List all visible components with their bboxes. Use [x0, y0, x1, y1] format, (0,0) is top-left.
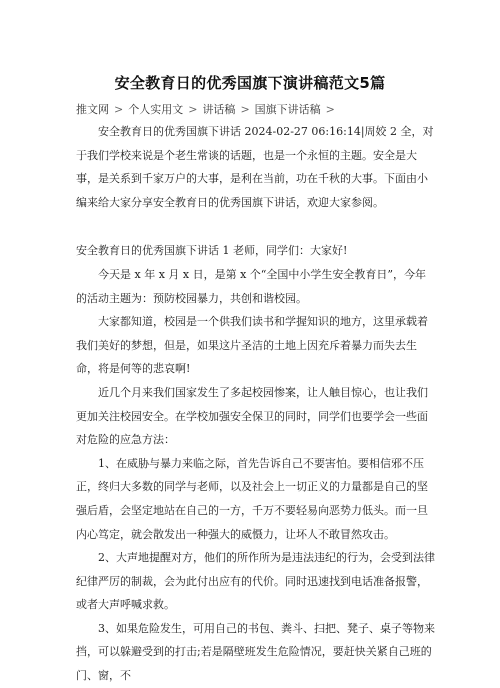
- breadcrumb-separator: >: [188, 103, 198, 116]
- breadcrumb-home-link[interactable]: 推文网: [76, 103, 109, 116]
- speech-heading: 安全教育日的优秀国旗下讲话 1 老师，同学们：大家好!: [76, 244, 348, 258]
- body-paragraph: 2、大声地提醒对方，他们的所作所为是违法违纪的行为，会受到法律纪律严厉的制裁，会为此付出应有的代价。同时迅速找到电话准备报警，或者大声呼喊求救。: [76, 551, 435, 612]
- article-title: 安全教育日的优秀国旗下演讲稿范文5篇: [114, 74, 386, 92]
- body-paragraph: 今天是 x 年 x 月 x 日，是第 x 个“全国中小学生安全教育日”，今年的活动主题为：预防校园暴力，共创和谐校园。: [76, 267, 427, 305]
- breadcrumb-subcategory-link[interactable]: 讲话稿: [202, 103, 236, 116]
- breadcrumb-section-link[interactable]: 国旗下讲话稿: [254, 103, 321, 116]
- breadcrumb-separator: >: [114, 103, 124, 116]
- body-paragraph: 1、在威胁与暴力来临之际，首先告诉自己不要害怕。要相信邪不压正，终归大多数的同学与老师，以及社会上一切正义的力量都是自己的坚强后盾，会坚定地站在自己的一方，千万不要轻易向恶势力低头。而一旦内心笃定，就会散发出一种强大的威慑力，让坏人不敢冒然攻击。: [76, 456, 428, 541]
- body-paragraph: 近几个月来我们国家发生了多起校园惨案，让人触目惊心，也让我们更加关注校园安全。在学校加强安全保卫的同时，同学们也要学会一些面对危险的应急方法：: [76, 385, 428, 447]
- breadcrumb-separator: >: [240, 103, 250, 116]
- body-paragraph: 大家都知道，校园是一个供我们读书和学握知识的地方，这里承载着我们美好的梦想，但是，如果这片圣洁的土地上因充斥着暴力而失去生命，将是何等的悲哀啊!: [76, 315, 428, 376]
- breadcrumb-category-link[interactable]: 个人实用文: [128, 103, 184, 116]
- intro-paragraph: 安全教育日的优秀国旗下讲话 2024-02-27 06:16:14|周姣 2 全，对于我们学校来说是个老生常谈的话题，也是一个永恒的主题。安全是大事，是关系到千家万户的大事，是利在当前，功在千秋的大事。下面由小编来给大家分享安全教育日的优秀国旗下讲话，欢迎大家参阅。: [76, 125, 434, 209]
- breadcrumb-separator: >: [325, 103, 335, 116]
- body-paragraph: 3、如果危险发生，可用自己的书包、粪斗、扫把、凳子、桌子等物来挡，可以躲避受到的打击;若是隔壁班发生危险情况，要赶快关紧自己班的门、窗，不: [76, 621, 435, 683]
- breadcrumb: [76, 101, 340, 117]
- article-body: [76, 120, 436, 688]
